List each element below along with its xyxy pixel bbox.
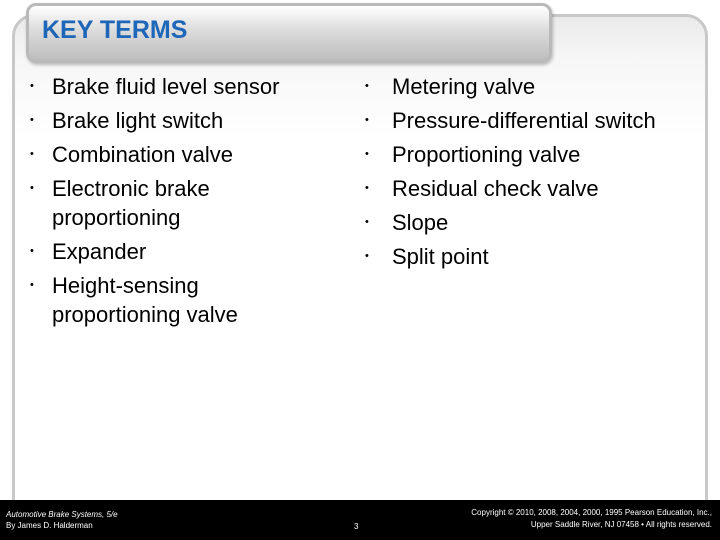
key-terms-list-right bbox=[340, 72, 710, 276]
copyright-line-2: Upper Saddle River, NJ 07458 • All rights reserved. bbox=[530, 520, 712, 529]
list-item bbox=[340, 242, 710, 271]
bullet-icon: • bbox=[365, 250, 369, 262]
slide-footer bbox=[0, 500, 720, 540]
list-item bbox=[340, 208, 710, 237]
bullet-icon: • bbox=[365, 80, 369, 92]
bullet-icon: • bbox=[30, 279, 34, 291]
list-item bbox=[0, 271, 312, 329]
term-text: Expander bbox=[52, 239, 147, 264]
list-item bbox=[340, 72, 710, 101]
footer-author: By James D. Halderman bbox=[6, 521, 93, 530]
term-text: Proportioning valve bbox=[392, 142, 581, 167]
term-text: Brake fluid level sensor bbox=[52, 74, 280, 99]
term-text: Metering valve bbox=[392, 74, 536, 99]
footer-copyright bbox=[471, 507, 712, 531]
bullet-icon: • bbox=[30, 182, 34, 194]
bullet-icon: • bbox=[30, 80, 34, 92]
page-number: 3 bbox=[354, 522, 359, 531]
list-item bbox=[0, 237, 312, 266]
list-item bbox=[0, 72, 312, 101]
list-item bbox=[0, 174, 312, 232]
term-text: Combination valve bbox=[52, 142, 233, 167]
list-item bbox=[340, 106, 710, 135]
term-text: Pressure-differential switch bbox=[392, 108, 656, 133]
bullet-icon: • bbox=[365, 148, 369, 160]
term-text: Slope bbox=[392, 210, 449, 235]
list-item bbox=[340, 174, 710, 203]
term-text: Split point bbox=[392, 244, 489, 269]
term-text: Height-sensing proportioning valve bbox=[52, 273, 238, 327]
term-text: Brake light switch bbox=[52, 108, 224, 133]
bullet-icon: • bbox=[365, 182, 369, 194]
copyright-line-1: Copyright © 2010, 2008, 2004, 2000, 1995 Pearson Education, Inc., bbox=[471, 508, 712, 517]
key-terms-list-left bbox=[0, 72, 340, 334]
list-item bbox=[0, 140, 312, 169]
list-item bbox=[0, 106, 312, 135]
bullet-icon: • bbox=[30, 114, 34, 126]
list-item bbox=[340, 140, 710, 169]
bullet-icon: • bbox=[30, 245, 34, 257]
bullet-icon: • bbox=[30, 148, 34, 160]
footer-book-info bbox=[6, 509, 118, 531]
slide-title: KEY TERMS bbox=[42, 16, 188, 44]
bullet-icon: • bbox=[365, 216, 369, 228]
term-text: Residual check valve bbox=[392, 176, 599, 201]
bullet-icon: • bbox=[365, 114, 369, 126]
term-text: Electronic brake proportioning bbox=[52, 176, 210, 230]
footer-book-title: Automotive Brake Systems, 5/e bbox=[6, 510, 118, 519]
